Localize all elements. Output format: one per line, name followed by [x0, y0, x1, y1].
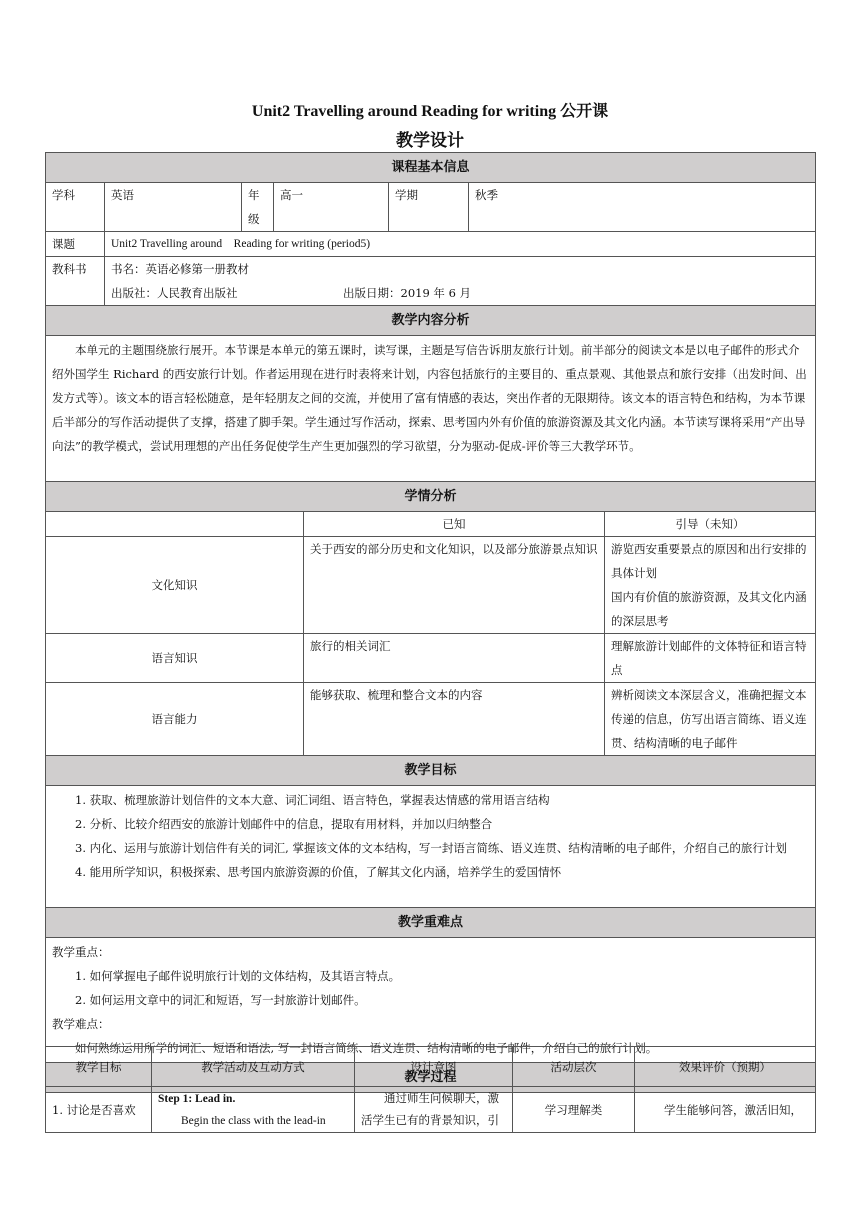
step-text: Begin the class with the lead-in: [181, 1115, 326, 1127]
language-ability-known: 能够获取、梳理和整合文本的内容: [304, 683, 605, 756]
section-header-basic: 课程基本信息: [46, 153, 816, 183]
culture-guide-1: 游览西安重要景点的原因和出行安排的具体计划: [611, 542, 807, 580]
step-title: Step 1: Lead in.: [158, 1093, 236, 1105]
process-table: [45, 1046, 816, 1133]
row-label-culture: 文化知识: [46, 537, 304, 634]
lesson-plan-table: [45, 152, 816, 1093]
focus-label: 教学重点：: [52, 945, 110, 959]
grade-value: 高一: [274, 183, 389, 232]
focus-item: 1. 如何掌握电子邮件说明旅行计划的文体结构，及其语言特点。: [75, 969, 401, 983]
textbook-publisher: 出版社：人民教育出版社: [111, 286, 238, 300]
textbook-info: [105, 257, 816, 306]
section-header-learner-analysis: 学情分析: [46, 482, 816, 512]
content-analysis-text: 本单元的主题围绕旅行展开。本节课是本单元的第五课时，读写课，主题是写信告诉朋友旅行计划。前半部分的阅读文本是以电子邮件的形式介绍外国学生 Richard 的西安旅行计划。作者运用现在进行时表将来计划，内容包括旅行的主要目的、重点景观、其他景点和旅行安排（出发时间、出发方式等）。该文本的语言轻松随意，是年轻朋友之间的交流，并使用了富有情感的表达，突出作者的无限期待。该文本的语言特色和结构，为本节课后半部分的写作活动提供了支撑，搭建了脚手架。学生通过写作活动，探索、思考国内外有价值的旅游资源及其文化内涵。本节读写课将采用“产出导向法”的教学模式，尝试用理想的产出任务促使学生产生更加强烈的学习欲望，分为驱动-促成-评价等三大教学环节。: [46, 336, 816, 482]
process-row-activity: [152, 1087, 355, 1133]
objective-item: 2. 分析、比较介绍西安的旅游计划邮件中的信息，提取有用材料，并加以归纳整合: [75, 817, 493, 831]
key-points-body: [46, 938, 816, 1063]
section-header-key-points: 教学重难点: [46, 908, 816, 938]
section-header-process: 教学过程: [46, 1063, 816, 1093]
process-col-level: 活动层次: [513, 1047, 635, 1087]
document-subtitle: 教学设计: [396, 131, 464, 150]
process-col-activity: 教学活动及互动方式: [152, 1047, 355, 1087]
textbook-name: 书名：英语必修第一册教材: [111, 262, 249, 276]
process-col-intent: 设计意图: [355, 1047, 513, 1087]
process-row-goal: 1. 讨论是否喜欢: [46, 1087, 152, 1133]
language-knowledge-known: 旅行的相关词汇: [304, 634, 605, 683]
culture-guide: [605, 537, 816, 634]
focus-item: 2. 如何运用文章中的词汇和短语，写一封旅游计划邮件。: [75, 993, 366, 1007]
col-header-known: 已知: [304, 512, 605, 537]
subject-value: 英语: [105, 183, 242, 232]
row-label-language-ability: 语言能力: [46, 683, 304, 756]
objectives-list: [46, 786, 816, 908]
process-col-eval: 效果评价（预期）: [635, 1047, 816, 1087]
textbook-date: 出版日期：2019 年 6 月: [343, 286, 472, 300]
culture-known: 关于西安的部分历史和文化知识，以及部分旅游景点知识: [304, 537, 605, 634]
term-label: 学期: [389, 183, 469, 232]
subject-label: 学科: [46, 183, 105, 232]
topic-label: 课题: [46, 232, 105, 257]
difficulty-text: 如何熟练运用所学的词汇、短语和语法, 写一封语言简练、语义连贯、结构清晰的电子邮件，介绍自己的旅行计划。: [75, 1041, 658, 1055]
objective-item: 1. 获取、梳理旅游计划信件的文本大意、词汇词组、语言特色，掌握表达情感的常用语言结构: [75, 793, 550, 807]
learner-corner-cell: [46, 512, 304, 537]
objective-item: 3. 内化、运用与旅游计划信件有关的词汇, 掌握该文体的文本结构，写一封语言简练、语义连贯、结构清晰的电子邮件，介绍自己的旅行计划: [75, 841, 787, 855]
textbook-label: 教科书: [46, 257, 105, 306]
process-row-level: 学习理解类: [513, 1087, 635, 1133]
objective-item: 4. 能用所学知识，积极探索、思考国内旅游资源的价值，了解其文化内涵，培养学生的爱国情怀: [75, 865, 562, 879]
language-knowledge-guide: 理解旅游计划邮件的文体特征和语言特点: [605, 634, 816, 683]
process-col-goal: 教学目标: [46, 1047, 152, 1087]
process-row-eval: 学生能够问答，激活旧知，: [635, 1087, 816, 1133]
section-header-content-analysis: 教学内容分析: [46, 306, 816, 336]
process-row-intent: 通过师生问候聊天，激活学生已有的背景知识，引: [355, 1087, 513, 1133]
topic-value: Unit2 Travelling around Reading for writing (period5): [105, 232, 816, 257]
textbook-publisher-line: [111, 281, 809, 305]
grade-label: 年级: [242, 183, 274, 232]
document-title: Unit2 Travelling around Reading for writing 公开课: [251, 103, 609, 120]
language-ability-guide: 辨析阅读文本深层含义，准确把握文本传递的信息，仿写出语言简练、语义连贯、结构清晰的电子邮件: [605, 683, 816, 756]
col-header-guide: 引导（未知）: [605, 512, 816, 537]
culture-guide-2: 国内有价值的旅游资源，及其文化内涵的深层思考: [611, 590, 807, 628]
section-header-objectives: 教学目标: [46, 756, 816, 786]
row-label-language-knowledge: 语言知识: [46, 634, 304, 683]
difficulty-label: 教学难点：: [52, 1017, 110, 1031]
term-value: 秋季: [469, 183, 816, 232]
